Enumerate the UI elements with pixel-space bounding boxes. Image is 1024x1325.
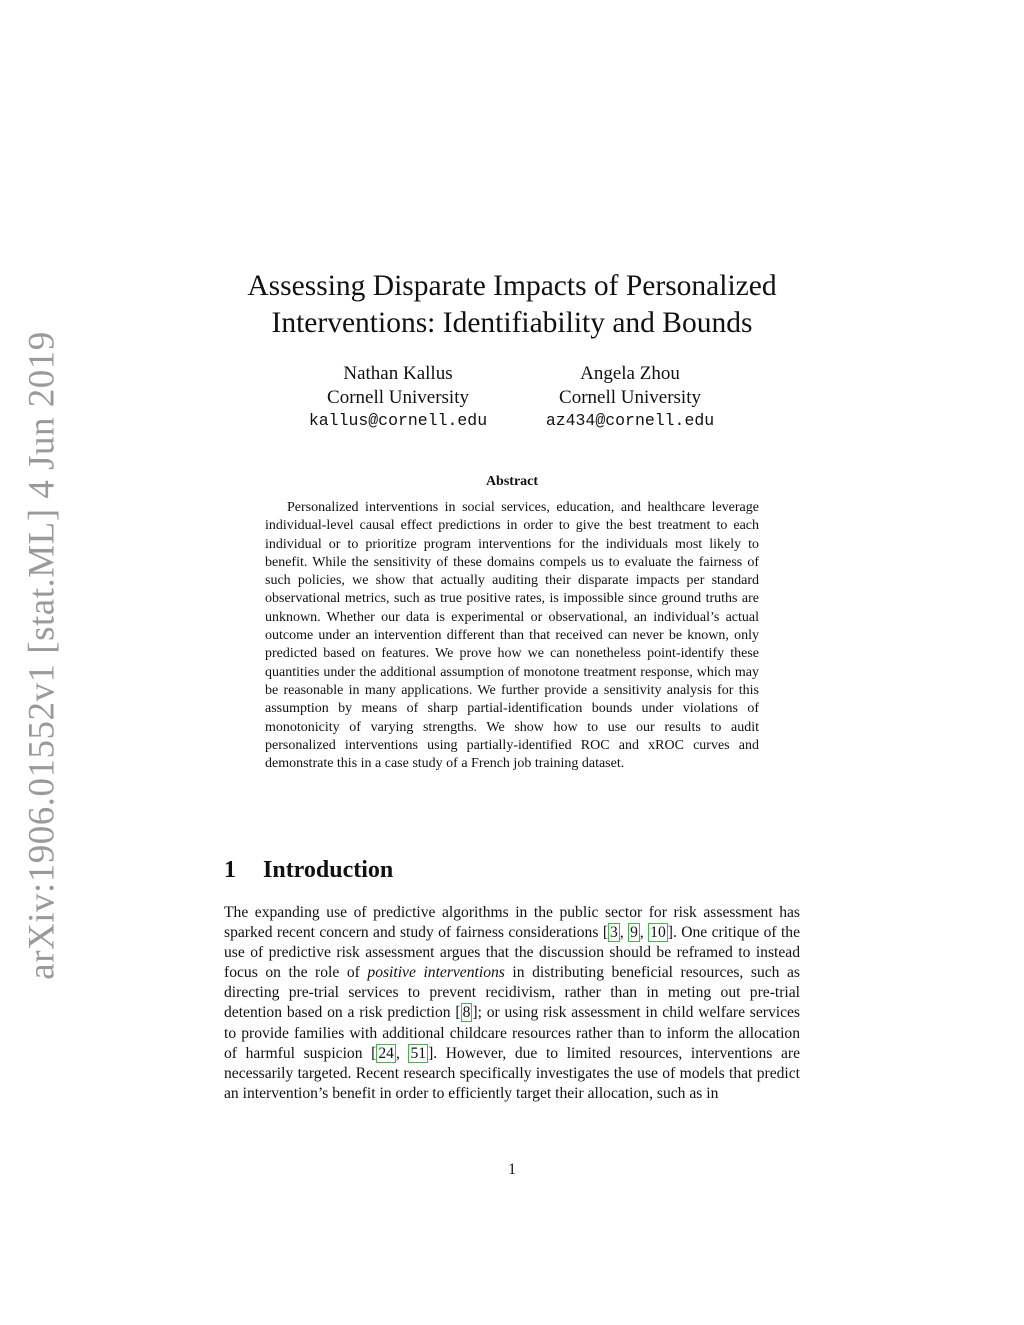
author-affiliation: Cornell University	[327, 386, 469, 408]
arxiv-identifier-stamp	[17, 330, 67, 980]
intro-text-2: . One critique of the use of predictive risk assessment argues that the discussion should be reframed to instead focus on the role of	[224, 924, 801, 982]
author-block-1	[290, 362, 506, 433]
arxiv-stamp-text: arXiv:1906.01552v1 [stat.ML] 4 Jun 2019	[21, 330, 63, 980]
citation-link[interactable]: 9	[630, 924, 638, 942]
author-email: kallus@cornell.edu	[308, 411, 488, 430]
citation-separator: ,	[395, 1044, 409, 1062]
paper-title	[200, 268, 824, 342]
title-line-2: Interventions: Identifiability and Bounds	[271, 307, 753, 339]
intro-text-3: in distributing beneficial resources, such as directing pre-trial services to prevent recidivism, rather than in meting out pre-trial detention based on a risk prediction	[224, 964, 800, 1022]
intro-text-1: The expanding use of predictive algorithms in the public sector for risk assessment has sparked recent concern and study of fairness considerations	[224, 904, 800, 942]
intro-text-5: . However, due to limited resources, interventions are necessarily targeted. Recent research specifically investigates the use of models that predict an intervention’s benefit in order to efficiently target their allocation, such as in	[224, 1044, 801, 1102]
author-name: Nathan Kallus	[343, 363, 453, 384]
citation-separator: ,	[639, 924, 649, 942]
intro-paragraph: The expanding use of predictive algorithms in the public sector for risk assessment has sparked recent concern and study of fairness considerations [ 3 , 9 , 10 ]. One critique of the use of predictive risk assessment argues that the discussion should be reframed to instead focus on the role of positive interventions in distributing beneficial resources, such as directing pre-trial services to prevent recidivism, rather than in meting out pre-trial detention based on a risk prediction [ 8 ]; or using risk assessment in child welfare services to provide families with additional childcare resources rather than to inform the allocation of harmful suspicion [ 24 , 51 ]. However, due to limited resources, interventions are necessarily targeted. Recent research specifically investigates the use of models that predict an intervention’s benefit in order to efficiently target their allocation, such as in	[224, 904, 801, 1102]
section-title: Introduction	[263, 857, 394, 883]
intro-text-4: ; or using risk assessment in child welfare services to provide families with additional childcare resources rather than to inform the allocation of harmful suspicion	[224, 1004, 800, 1062]
abstract-heading: Abstract	[485, 474, 539, 489]
citation-link[interactable]: 8	[462, 1004, 471, 1022]
title-line-1: Assessing Disparate Impacts of Personalized	[247, 270, 777, 302]
citation-link[interactable]: 51	[410, 1044, 427, 1062]
citation-link[interactable]: 3	[610, 924, 618, 942]
author-affiliation: Cornell University	[559, 386, 701, 408]
section-number: 1	[224, 857, 236, 883]
citation-link[interactable]: 24	[378, 1044, 394, 1062]
citation-separator: ,	[619, 924, 629, 942]
author-block-2	[522, 362, 738, 433]
abstract-text: Personalized interventions in social services, education, and healthcare leverage individual-level causal effect predictions in order to give the best treatment to each individual or to prioritize program interventions for the individuals most likely to benefit. While the sensitivity of these domains compels us to evaluate the fairness of such policies, we show that actually auditing their disparate impacts per standard observational metrics, such as true positive rates, is impossible since ground truths are unknown. Whether our data is experimental or observational, an individual’s actual outcome under an intervention different than that received can never be known, only predicted based on features. We prove how we can nonetheless point-identify these quantities under the additional assumption of monotone treatment response, which may be reasonable in many applications. We further provide a sensitivity analysis for this assumption by means of sharp partial-identification bounds under violations of monotonicity of varying strengths. We show how to use our results to audit personalized interventions using partially-identified ROC and xROC curves and demonstrate this in a case study of a French job training dataset.	[265, 500, 759, 772]
author-name: Angela Zhou	[580, 363, 680, 384]
author-email: az434@cornell.edu	[545, 411, 715, 430]
section-heading	[224, 857, 393, 884]
citation-link[interactable]: 10	[650, 924, 666, 942]
emphasis-text: positive interventions	[367, 964, 505, 982]
page-number: 1	[508, 1161, 516, 1178]
